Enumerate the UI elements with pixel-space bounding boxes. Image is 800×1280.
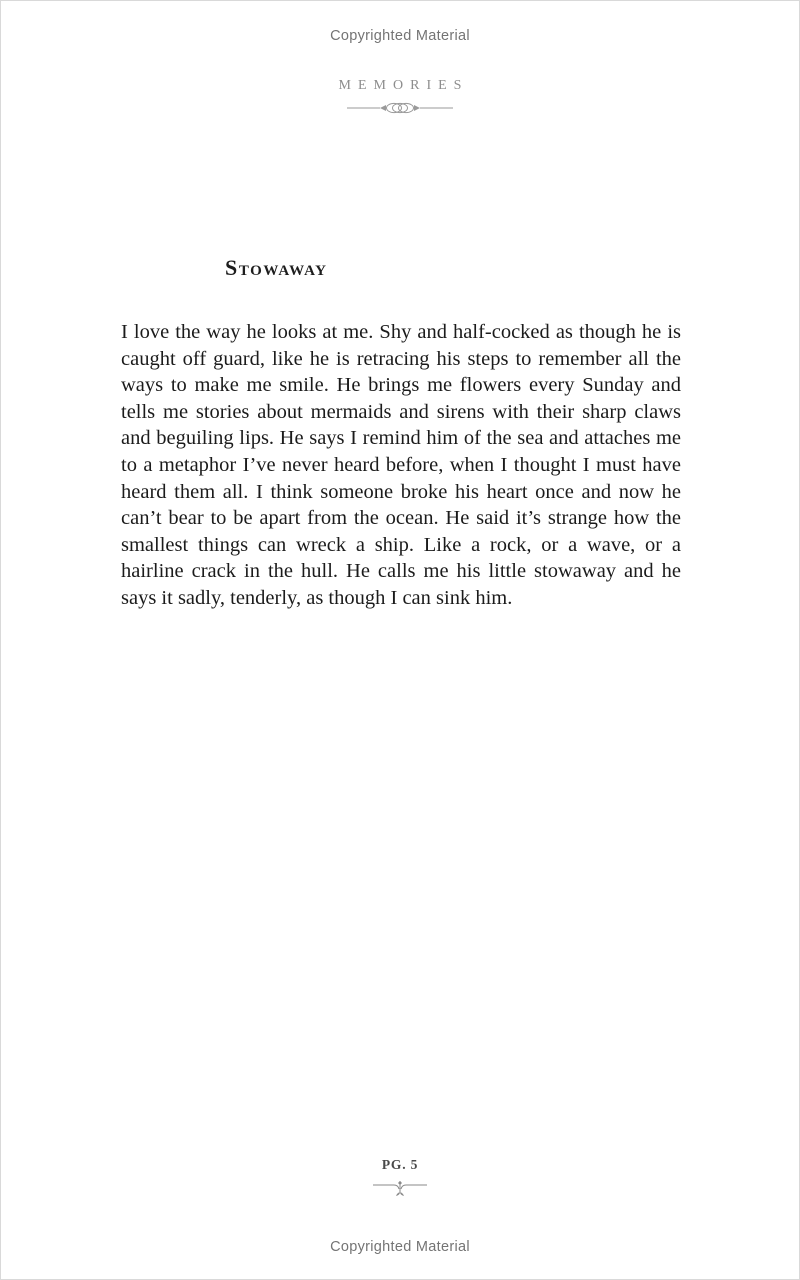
footer-ornament: [1, 1179, 799, 1199]
poem-title: Stowaway: [225, 255, 328, 280]
poem-body-text: I love the way he looks at me. Shy and half-cocked as though he is caught off guard, like he is retracing his steps to remember all the ways to make me smile. He brings me flowers every Sunday and tells me stories about mermaids and sirens with their sharp claws and beguiling lips. He says I remind him of the sea and attaches me to a metaphor I’ve never heard before, when I thought I must have heard them all. I think someone broke his heart once and now he can’t bear to be apart from the ocean. He said it’s strange how the smallest things can wreck a ship. Like a rock, or a wave, or a hairline crack in the hull. He calls me his little stowaway and he says it sadly, tenderly, as though I can sink him.: [121, 321, 681, 609]
running-header-title: MEMORIES: [338, 78, 469, 93]
page-number: PG. 5: [381, 1157, 419, 1172]
copyright-notice-bottom: Copyrighted Material: [330, 1239, 470, 1255]
knot-flourish-icon: [347, 99, 453, 116]
header-ornament: [1, 99, 799, 117]
copyright-notice-top: Copyrighted Material: [330, 28, 470, 44]
leaf-flourish-icon: [371, 1180, 429, 1197]
